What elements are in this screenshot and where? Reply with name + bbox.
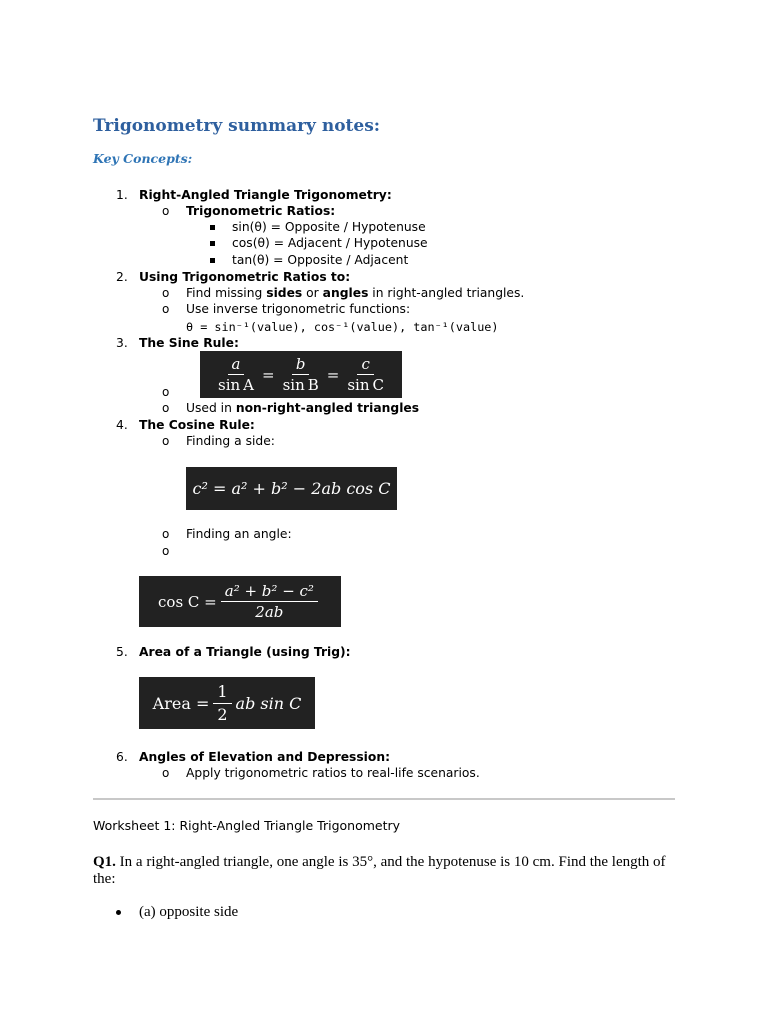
sine-rule-formula: $\frac{a}{\text{sin A}}$ = $\frac{b}{\text{sin B}}$ = $\frac{c}{\text{sin C}}$: [200, 351, 402, 398]
list-number-4: 4.: [116, 418, 128, 432]
list-item: cos(θ) = Adjacent / Hypotenuse: [232, 236, 428, 250]
list-item: Used in non-right-angled triangles: [186, 401, 420, 415]
sub-bullet: o: [162, 204, 170, 218]
cosine-rule-angle-formula: cos C = $\frac{\text{a² + b² − c²}}{2ab}$: [139, 576, 341, 627]
page-title: Trigonometry summary notes:: [93, 116, 381, 136]
section-heading-6: Angles of Elevation and Depression:: [139, 750, 391, 764]
list-number-3: 3.: [116, 336, 128, 350]
list-item: Use inverse trigonometric functions:: [186, 302, 411, 316]
list-item: Finding an angle:: [186, 527, 292, 541]
list-number-5: 5.: [116, 645, 128, 659]
list-item: Find missing sides or angles in right-angled triangles.: [186, 286, 525, 300]
section-heading-2: Using Trigonometric Ratios to:: [139, 270, 351, 284]
list-item: tan(θ) = Opposite / Adjacent: [232, 253, 409, 267]
list-item: Apply trigonometric ratios to real-life scenarios.: [186, 766, 480, 780]
section-heading-5: Area of a Triangle (using Trig):: [139, 645, 351, 659]
section-heading-3: The Sine Rule:: [139, 336, 239, 350]
sub-bullet: o: [162, 286, 170, 300]
worksheet-title: Worksheet 1: Right-Angled Triangle Trigonometry: [93, 818, 401, 833]
cosine-rule-side-formula: c² = a² + b² − 2ab cos C: [186, 467, 397, 510]
square-bullet: [210, 241, 215, 246]
square-bullet: [210, 225, 215, 230]
sub-heading: Trigonometric Ratios:: [186, 204, 336, 218]
section-subtitle: Key Concepts:: [93, 151, 193, 166]
list-number-2: 2.: [116, 270, 128, 284]
list-number-1: 1.: [116, 188, 128, 202]
list-number-6: 6.: [116, 750, 128, 764]
list-item: sin(θ) = Opposite / Hypotenuse: [232, 220, 426, 234]
question-1a: (a) opposite side: [139, 904, 239, 920]
sub-bullet: o: [162, 434, 170, 448]
section-heading-1: Right-Angled Triangle Trigonometry:: [139, 188, 392, 202]
sub-bullet: o: [162, 401, 170, 415]
square-bullet: [210, 258, 215, 263]
sub-bullet: o: [162, 544, 170, 558]
sub-bullet: o: [162, 527, 170, 541]
sub-bullet: o: [162, 302, 170, 316]
sub-bullet: o: [162, 385, 170, 399]
list-item: Finding a side:: [186, 434, 275, 448]
sub-bullet: o: [162, 766, 170, 780]
horizontal-divider: [93, 798, 675, 800]
inverse-formula-code: θ = sin⁻¹(value), cos⁻¹(value), tan⁻¹(value): [186, 320, 499, 334]
question-1: Q1. In a right-angled triangle, one angle is 35°, and the hypotenuse is 10 cm. Find the length of the:: [93, 854, 666, 887]
area-formula: Area = $\frac{1}{2}$ ab sin C: [139, 677, 315, 729]
bullet-dot: [116, 910, 121, 915]
section-heading-4: The Cosine Rule:: [139, 418, 255, 432]
